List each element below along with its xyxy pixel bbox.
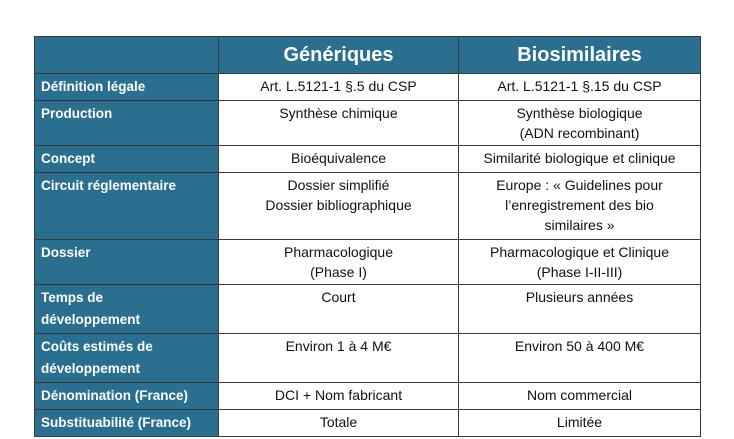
row-label-line: Temps de [41,290,104,305]
row-label [35,285,219,334]
cell-line: Similarité biologique et clinique [483,150,676,166]
header-row [35,37,701,74]
cell-line: Environ 50 à 400 M€ [514,338,645,354]
row-label [35,173,219,240]
row-label [35,240,219,285]
cell-biosimilaires [459,101,701,146]
cell-biosimilaires [459,74,701,101]
cell-generiques [219,285,459,334]
cell-line: Pharmacologique et Clinique [490,244,669,260]
row-label-line: Définition légale [41,79,146,94]
cell-generiques [219,146,459,173]
header-corner-cell [35,37,219,74]
cell-line: (ADN recombinant) [519,125,640,141]
cell-biosimilaires [459,285,701,334]
cell-biosimilaires [459,410,701,437]
comparison-table-container [34,36,700,437]
cell-line: Pharmacologique [284,244,393,260]
cell-line: similaires » [544,217,615,233]
cell-line: Art. L.5121-1 §.15 du CSP [497,78,662,94]
row-label-line: Coûts estimés de [41,339,153,354]
cell-generiques [219,334,459,383]
table-row [35,74,701,101]
cell-biosimilaires [459,383,701,410]
cell-line: Court [321,289,356,305]
cell-line: l’enregistrement des bio [505,197,654,213]
cell-line: (Phase I-II-III) [536,264,623,280]
cell-line: Dossier bibliographique [265,197,412,213]
row-label-line: Concept [41,151,95,166]
cell-biosimilaires [459,334,701,383]
cell-line: Europe : « Guidelines pour [496,177,663,193]
table-row [35,410,701,437]
table-row [35,101,701,146]
header-biosimilaires: Biosimilaires [459,37,701,74]
cell-line: Art. L.5121-1 §.5 du CSP [260,78,417,94]
cell-line: DCI + Nom fabricant [274,387,403,403]
table-row [35,173,701,240]
row-label [35,146,219,173]
row-label-line: Substituabilité (France) [41,415,192,430]
cell-generiques [219,410,459,437]
row-label [35,101,219,146]
table-row [35,240,701,285]
cell-line: Bioéquivalence [291,150,386,166]
cell-line: Plusieurs années [525,289,634,305]
row-label [35,410,219,437]
row-label-line: développement [41,361,141,376]
cell-generiques [219,101,459,146]
header-generiques: Génériques [219,37,459,74]
cell-line: Nom commercial [526,387,632,403]
row-label [35,383,219,410]
row-label-line: Production [41,106,113,121]
cell-generiques [219,383,459,410]
cell-biosimilaires [459,173,701,240]
row-label [35,74,219,101]
cell-generiques [219,173,459,240]
cell-line: Totale [319,414,358,430]
cell-generiques [219,74,459,101]
cell-line: Environ 1 à 4 M€ [285,338,392,354]
table-row [35,285,701,334]
cell-line: (Phase I) [310,264,367,280]
cell-line: Synthèse chimique [279,105,398,121]
cell-biosimilaires [459,146,701,173]
cell-line: Synthèse biologique [516,105,643,121]
cell-line: Limitée [556,414,603,430]
table-row [35,146,701,173]
comparison-table [34,36,701,437]
row-label-line: Circuit réglementaire [41,178,177,193]
row-label-line: Dénomination (France) [41,388,189,403]
row-label-line: développement [41,312,141,327]
row-label-line: Dossier [41,245,91,260]
row-label [35,334,219,383]
table-row [35,334,701,383]
cell-generiques [219,240,459,285]
cell-biosimilaires [459,240,701,285]
table-row [35,383,701,410]
cell-line: Dossier simplifié [287,177,390,193]
